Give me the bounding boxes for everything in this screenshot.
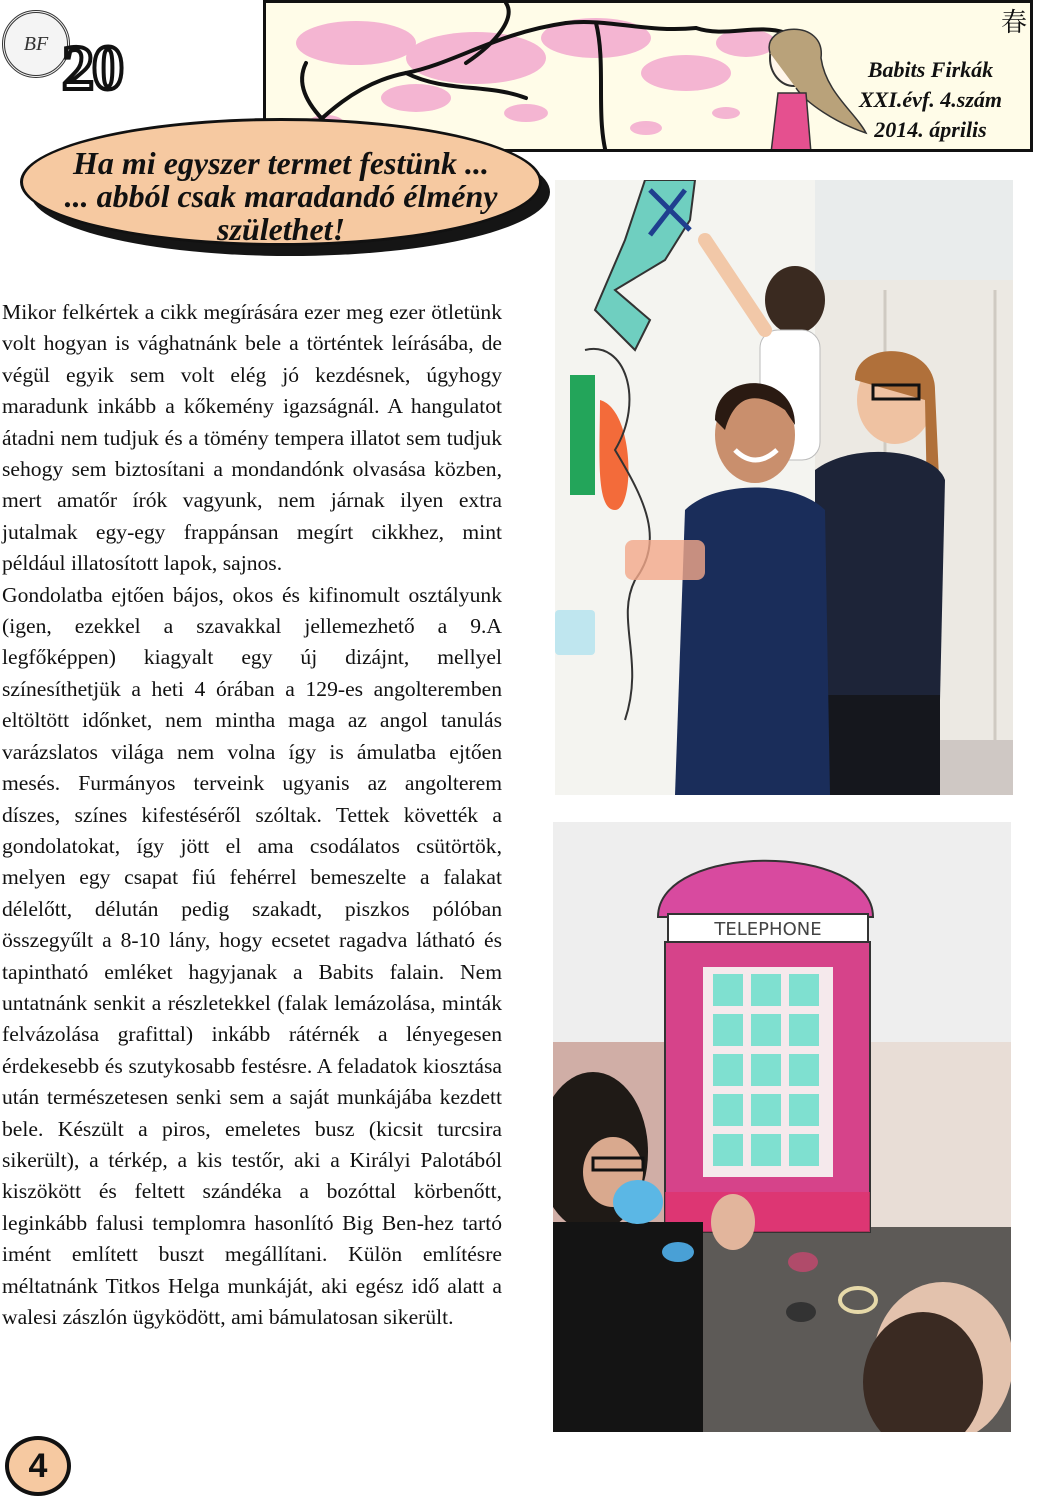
article-body: [2, 297, 502, 1333]
article-title-line-2: ... abból csak maradandó élmény: [64, 178, 498, 214]
magazine-name: Babits Firkák: [867, 57, 994, 82]
issue-date: 2014. április: [874, 117, 987, 142]
school-logo: BF: [2, 10, 70, 78]
paragraph-2: Gondolatba ejtően bájos, okos és kifinomult osztályunk (igen, ezekkel a szavakkal jellemezhető a 9.A legfőképpen) kiagyalt egy új dizájnt, mellyel színesíthetjük a heti 4 órában a 129-es angolteremben eltöltött időnket, nem mintha maga az angol tanulás varázslatos világa nem volna így is ámulatba ejtően mesés. Furmányos terveink ugyanis az angolterem díszes, színes kifestéséről szóltak. Tettek követték a gondolatokat, így jött el ama csodálatos csütörtök, melyen egy csapat fiú fehérrel bemeszelte a falakat délelőtt, délután pedig szakadt, piszkos pólóban összegyűlt a 8-10 lány, hogy ecsetet ragadva látható és tapintható emléket hagyjanak a Babits falain. Nem untatnánk senkit a részletekkel (falak lemázolása, minták felvázolása grafittal) inkább rátérnék a lényegesen érdekesebb és szutykosabb festésre. A feladatok kiosztása után természetesen senki sem a saját munkájába kezdett bele. Készült a piros, emeletes busz (kicsit turcsira sikerült), a térkép, a kis testőr, aki a Királyi Palotából kiszökött és feltett szándéka a bozóttal körbenőtt, leginkább falusi templomra hasonlító Big Ben-hez tartó imént említett buszt megállítani. Külön említésre méltatnánk Titkos Helga munkáját, aki egész idő alatt a walesi zászlón ügyködött, ami bámulatosan sikerült.: [2, 582, 502, 1329]
title-bubble: [20, 118, 542, 246]
article-title-line-3: születhet!: [216, 211, 346, 247]
magazine-info: [859, 55, 1002, 145]
svg-text:春: 春: [1001, 8, 1028, 38]
issue-number: XXI.évf. 4.szám: [859, 87, 1002, 112]
telephone-sign-text: TELEPHONE: [714, 919, 822, 940]
article-title-line-1: Ha mi egyszer termet festünk ...: [73, 145, 489, 181]
photo-girls-painting: [555, 180, 1013, 795]
page-number: 4: [5, 1436, 71, 1496]
paragraph-1: Mikor felkértek a cikk megírására ezer meg ezer ötletünk volt hogyan is vághatnánk bele a történtek leírásába, de végül egyik sem volt elég jó kezdésnek, úgyhogy maradunk inkább a kőkemény igazságnál. A hangulatot átadni nem tudjuk és a tömény tempera illatot sem tudjuk sehogy sem biztosítani a mondandónk olvasása közben, mert amatőr írók vagyunk, nem járnak ilyen extra jutalmak egy-egy frappánsan megírt cikkhez, mint például illatosított lapok, sajnos.: [2, 300, 502, 576]
photo-telephone-booth: [553, 822, 1011, 1432]
anniversary-number: 20: [62, 32, 122, 103]
